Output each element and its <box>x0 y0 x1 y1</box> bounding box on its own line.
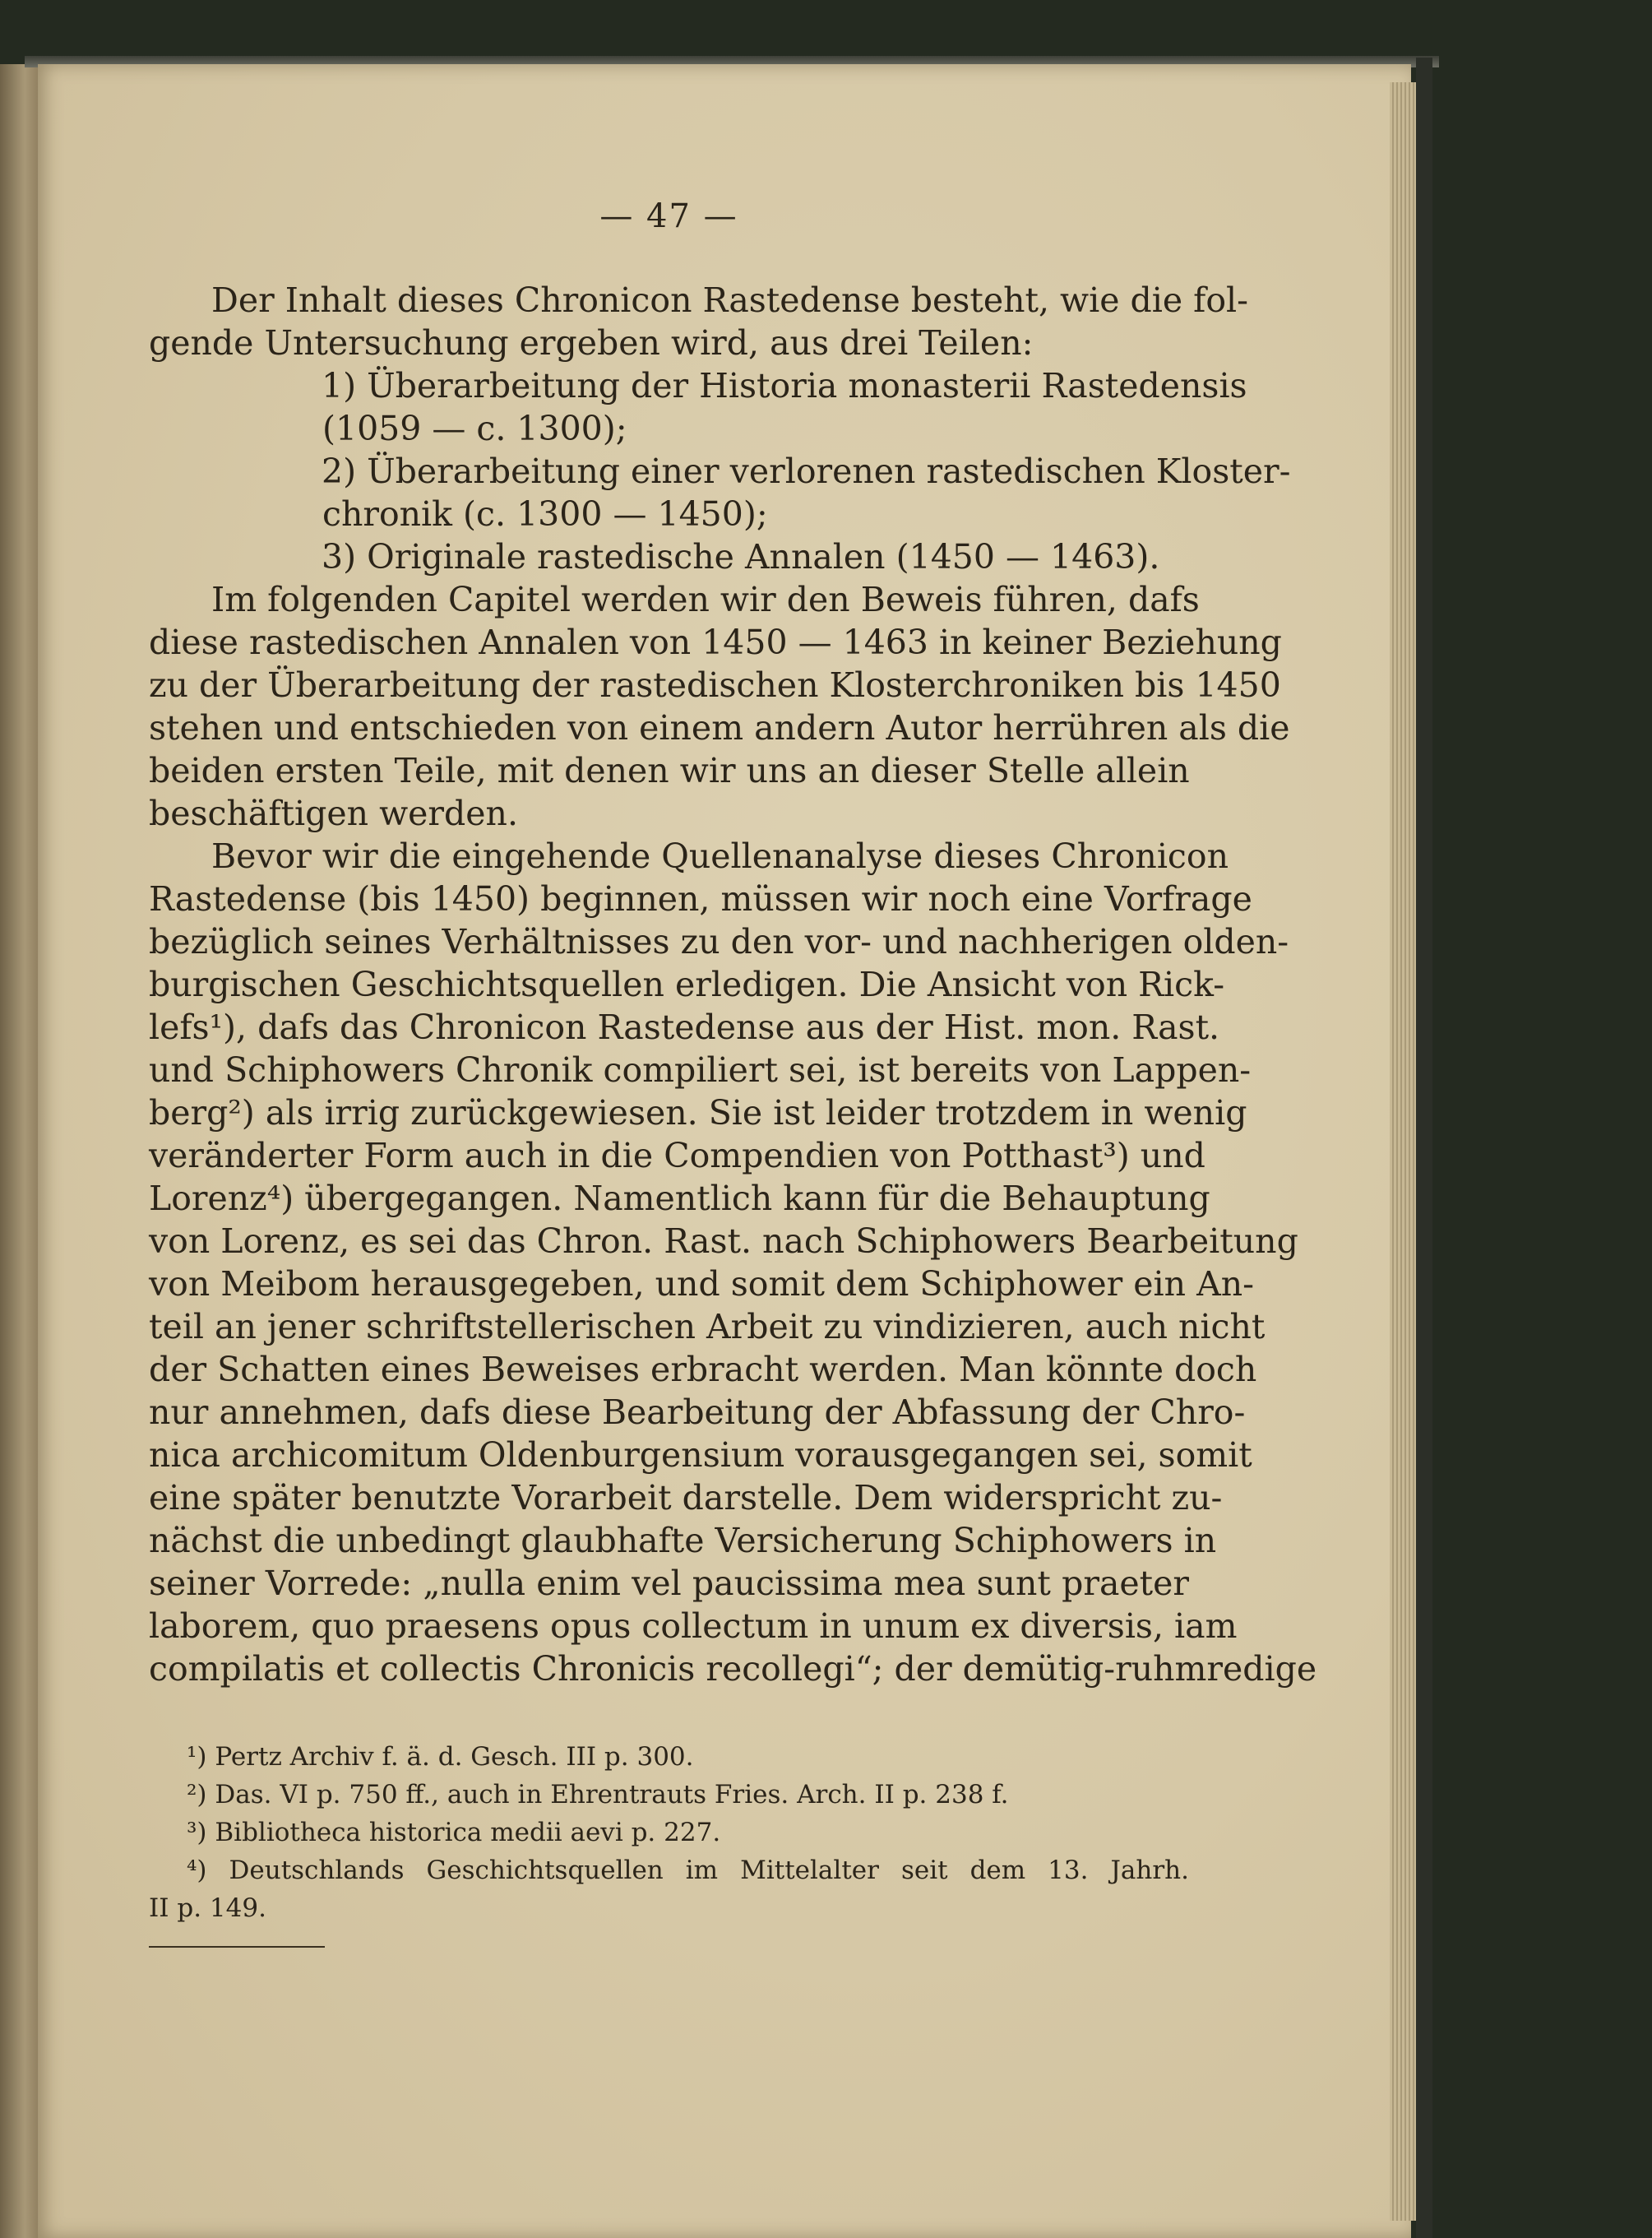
text-line: von Meibom herausgegeben, und somit dem Schiphower ein An- <box>149 1264 1254 1304</box>
text-line: Lorenz⁴) übergegangen. Namentlich kann für die Behauptung <box>149 1179 1210 1218</box>
book-cover-right <box>1416 58 1432 2238</box>
footnote-4: ⁴) Deutschlands Geschichtsquellen im Mittelalter seit dem 13. Jahrh. <box>187 1856 1189 1885</box>
text-line: nur annehmen, dafs diese Bearbeitung der Abfassung der Chro- <box>149 1392 1246 1432</box>
text-line: nica archicomitum Oldenburgensium vorausgegangen sei, somit <box>149 1435 1252 1475</box>
page-number: — 47 — <box>599 197 738 235</box>
text-line: von Lorenz, es sei das Chron. Rast. nach Schiphowers Bearbeitung <box>149 1221 1298 1261</box>
text-line: compilatis et collectis Chronicis recollegi“; der demütig-ruhmredige <box>149 1649 1317 1689</box>
text-line: eine später benutzte Vorarbeit darstelle. Dem widerspricht zu- <box>149 1478 1223 1517</box>
list-item-2: 2) Überarbeitung einer verlorenen rastedischen Kloster- <box>322 452 1291 491</box>
list-item-1: 1) Überarbeitung der Historia monasterii Rastedensis <box>322 366 1247 405</box>
text-line: berg²) als irrig zurückgewiesen. Sie ist leider trotzdem in wenig <box>149 1093 1247 1133</box>
book-left-page-edge <box>0 64 41 2238</box>
footnote-3: ³) Bibliotheca historica medii aevi p. 227. <box>187 1818 721 1847</box>
text-line: nächst die unbedingt glaubhafte Versicherung Schiphowers in <box>149 1521 1217 1560</box>
text-line: Rastedense (bis 1450) beginnen, müssen wir noch eine Vorfrage <box>149 879 1252 919</box>
list-item-2-cont: chronik (c. 1300 — 1450); <box>322 494 768 534</box>
text-line: der Schatten eines Beweises erbracht werden. Man könnte doch <box>149 1350 1257 1389</box>
text-line: stehen und entschieden von einem andern Autor herrühren als die <box>149 708 1290 748</box>
text-line: Bevor wir die eingehende Quellenanalyse dieses Chronicon <box>211 836 1229 876</box>
text-line: Der Inhalt dieses Chronicon Rastedense besteht, wie die fol- <box>211 280 1249 320</box>
text-line: gende Untersuchung ergeben wird, aus drei Teilen: <box>149 323 1034 363</box>
text-line: und Schiphowers Chronik compiliert sei, ist bereits von Lappen- <box>149 1050 1252 1090</box>
text-line: teil an jener schriftstellerischen Arbeit zu vindizieren, auch nicht <box>149 1307 1266 1346</box>
list-item-1-cont: (1059 — c. 1300); <box>322 409 627 448</box>
text-line: diese rastedischen Annalen von 1450 — 1463 in keiner Beziehung <box>149 623 1282 662</box>
text-line: beschäftigen werden. <box>149 794 518 833</box>
footnote-4-cont: II p. 149. <box>149 1893 266 1923</box>
text-line: seiner Vorrede: „nulla enim vel paucissima mea sunt praeter <box>149 1564 1189 1603</box>
text-line: bezüglich seines Verhältnisses zu den vor- und nachherigen olden- <box>149 922 1289 961</box>
footnote-1: ¹) Pertz Archiv f. ä. d. Gesch. III p. 300. <box>187 1742 694 1772</box>
text-line: beiden ersten Teile, mit denen wir uns an dieser Stelle allein <box>149 751 1190 790</box>
text-line: burgischen Geschichtsquellen erledigen. Die Ansicht von Rick- <box>149 965 1225 1004</box>
footnote-2: ²) Das. VI p. 750 ff., auch in Ehrentrauts Fries. Arch. II p. 238 f. <box>187 1780 1009 1809</box>
list-item-3: 3) Originale rastedische Annalen (1450 — 1463). <box>322 537 1160 577</box>
text-line: zu der Überarbeitung der rastedischen Klosterchroniken bis 1450 <box>149 665 1281 705</box>
footnote-separator <box>149 1946 325 1948</box>
text-line: Im folgenden Capitel werden wir den Beweis führen, dafs <box>211 580 1200 619</box>
text-line: veränderter Form auch in die Compendien von Potthast³) und <box>149 1136 1205 1175</box>
text-line: laborem, quo praesens opus collectum in unum ex diversis, iam <box>149 1606 1238 1646</box>
text-line: lefs¹), dafs das Chronicon Rastedense aus der Hist. mon. Rast. <box>149 1008 1220 1047</box>
